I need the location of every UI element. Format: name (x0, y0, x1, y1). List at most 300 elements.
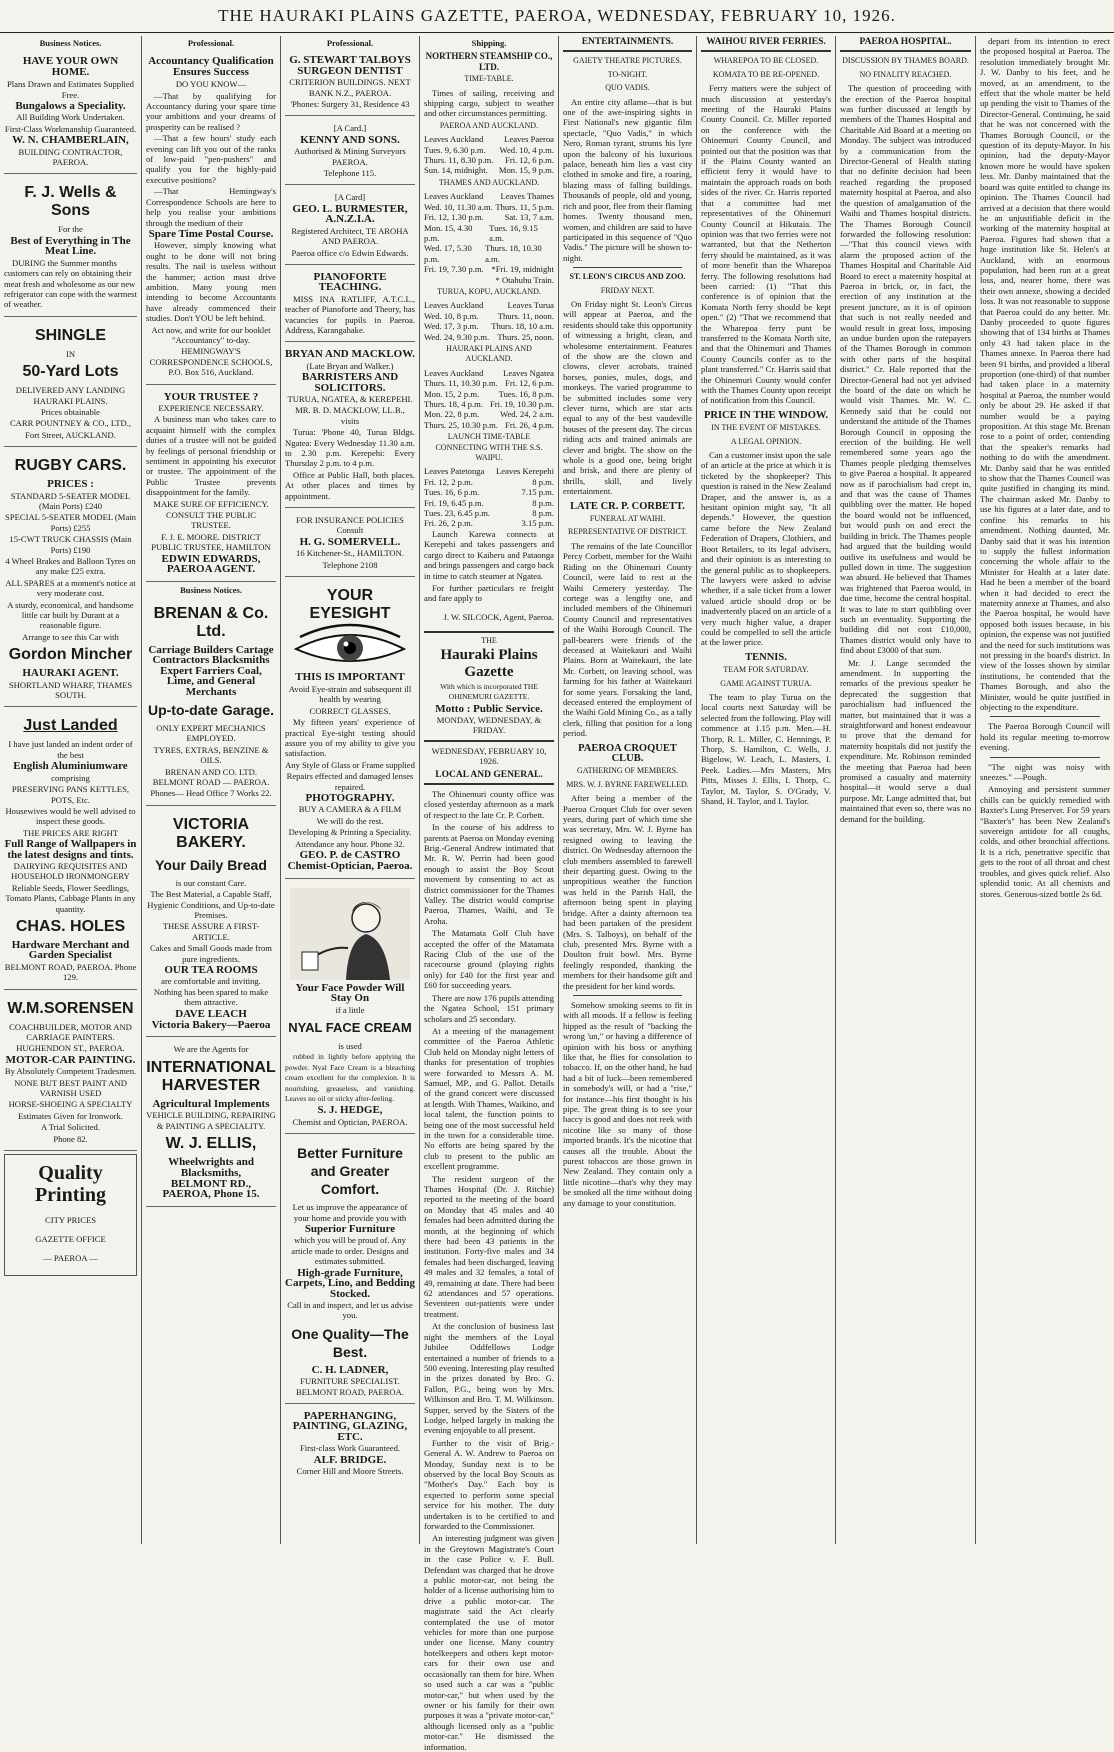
timetable-heading: TIME-TABLE. (464, 74, 514, 84)
ad-name: GEO. P. de CASTRO (299, 848, 401, 861)
article-body: On Friday night St. Leon's Circus will appear at Paeroa, and the residents should take this opportunity of witnessing a bright, clean, and wholesome entertainment. Features of the show are the clown and clowns, clever acrobats, trained horses, ponies, mules, dogs, and monkeys. The varied programme to be submitted includes some very clever turns, which are star acts equal to any of the best vaudeville houses of the present day. The circus riding acts and trained animals are clever and bright. The show on the whole is a good one, being bright and brisk, and there are plenty of thrills, skill, and lively entertainment. (563, 298, 692, 497)
article-body: The remains of the late Councillor Percy Corbett, member for the Waihi Riding on the Ohinemuri County Council, were laid to rest at the Waihi Cemetery yesterday. The cortege was a lengthy one, and included members of the Ohinemuri County Council and representatives of the Waihi Borough Council. The pall-bearers were friends of the deceased at Waitekauri and Waihi Plains. Born at Waitekauri, the late Mr. Corbett, on leaving school, was farming for his father at Waitekauri for some years. Forsaking the land, deceased entered the employment of the Waihi Gold Mining Co., as a tally clerk, filling that position for a long period. (563, 540, 692, 739)
ad-text: Cakes and Small Goods made from pure ingredients. (150, 943, 272, 964)
ad-text: are comfortable and inviting. Nothing has been spared to make them attractive. (153, 976, 269, 1008)
ad-headline: NYAL FACE CREAM (288, 1020, 412, 1035)
article-subheading: KOMATA TO BE RE-OPENED. (712, 69, 820, 79)
schedule-cell: Wed. 10, 4 p.m. (499, 144, 554, 155)
ad-text: Turua: 'Phone 40, Turua Bldgs. Ngatea: Every Wednesday 11.30 a.m. to 2.30 p.m. Kerepehi: Every Thursday 2 p.m. to 4 p.m. (285, 427, 415, 469)
article-subheading: A LEGAL OPINION. (730, 436, 802, 446)
ad-text: [A Card.] (333, 123, 367, 134)
ad-text: Paeroa office c/o Edwin Edwards. (291, 247, 409, 258)
ferries-heading: WAIHOU RIVER FERRIES. (701, 36, 831, 52)
bridge-ad (285, 1407, 415, 1482)
schedule-cell: Thurs. 11, 8.30 p.m. (424, 155, 494, 166)
article-heading: LATE CR. P. CORBETT. (570, 500, 685, 512)
section-heading: Professional. (326, 38, 374, 48)
ad-text: Call in and inspect, and let us advise you. (287, 1299, 413, 1321)
column-8 (976, 36, 1114, 1544)
article-subheading: WHAREPOA TO BE CLOSED. (713, 56, 819, 66)
ad-headline: INTERNATIONAL HARVESTER (146, 1058, 276, 1094)
article-body: An entire city aflame—that is but one of the awe-inspiring sights in First National's new gigantic film spectacle, "Quo Vadis," in which Nero, Roman tyrant, strums his lyre upon the balcony of his luxurious palace, beneath him lies a vast city clothed in smoke and fire, a roaring, blazing mass of falling buildings. Thousands of people, old and young, rich and poor, flee from their flaming homes. Twenty thousand men, women, and children are said to have participated in this sequence of "Quo Vadis." The picture will be shown to-night. (563, 96, 692, 263)
ad-text: FURNITURE SPECIALIST. BELMONT ROAD, PAEROA. (296, 1376, 404, 1397)
ad-name: G. STEWART TALBOYS SURGEON DENTIST (289, 54, 411, 77)
ad-text: HORSE-SHOEING A SPECIALTY (8, 1099, 133, 1110)
ad-text: Repairs effected and damaged lenses repaired. (286, 771, 414, 792)
schedule-row (424, 389, 554, 399)
schedule-col-header: Leaves Auckland (424, 191, 484, 202)
ad-text: which you will be proud of. Any article made to order. Designs and estimates submitted. (291, 1235, 409, 1267)
schedule-note: * Otahuhu Train. (495, 274, 554, 285)
schedule-col-header: Leaves Ngatea (503, 367, 554, 378)
schedule-col-header: Leaves Auckland (424, 300, 484, 311)
schedule-cell: Thurs. 11, 10.30 p.m. (424, 378, 498, 389)
article-subheading: DISCUSSION BY THAMES BOARD. (842, 56, 969, 66)
ad-text: Avoid Eye-strain and subsequent ill health by wearing (288, 683, 412, 705)
schedule-col-header: Leaves Turua (507, 300, 554, 311)
ad-text: THIS IS IMPORTANT (295, 671, 405, 684)
schedule-row (424, 508, 554, 518)
article-body: The team to play Turua on the local courts next Saturday will be selected from the following. Play will commence at 1.15 p.m. Men.—H. Thorp, R. L. Miller, C. Hennings, P. Thorp, S. Hamilton, C. Wells, J. Bigelow, W. Leach, L. Masters, I. Peek. Ladies.—Mrs Masters, Mrs Pitts, Misses J. Ellis, I. Thorp, C. Taylor, M. Taylor, S. O'Grady, V. Shand, H. Taylor, and I. Taylor. (701, 691, 831, 807)
hospital-heading: PAEROA HOSPITAL. (840, 36, 971, 52)
schedule-col-header: Leaves Patetonga (424, 466, 485, 477)
ad-headline: One Quality—The Best. (291, 1325, 409, 1360)
schedule-col-header: Leaves Auckland (424, 134, 484, 145)
schedule-row (424, 477, 554, 487)
ad-text: 'Phones: Surgery 31, Residence 43 (290, 99, 410, 110)
ad-text: Authorised & Mining Surveyors PAEROA. (294, 146, 406, 167)
local-general-heading: LOCAL AND GENERAL. (424, 769, 554, 785)
schedule-row (424, 518, 554, 528)
ad-headline: 50-Yard Lots (22, 363, 119, 381)
printing-ad (4, 1154, 137, 1276)
ad-name: Gordon Mincher (8, 646, 133, 664)
ad-name: KENNY AND SONS. (300, 133, 400, 146)
section-heading: Professional. (187, 38, 235, 48)
ad-text: We will do the rest. (316, 815, 384, 826)
ad-text: Full Range of Wallpapers in the latest designs and tints. (4, 838, 137, 861)
masthead-days: MONDAY, WEDNESDAY, & FRIDAY. (436, 714, 542, 736)
schedule-cell: Thurs. 25, noon. (497, 331, 554, 342)
article-subheading: REPRESENTATIVE OF DISTRICT. (568, 527, 687, 537)
further-note: For further particulars re freight and fare apply to (424, 582, 554, 604)
timetable-note: Times of sailing, receiving and shipping cargo, subject to weather and other circumstances permitting. (424, 87, 554, 119)
ad-text: High-grade Furniture, Carpets, Lino, and Bedding Stocked. (285, 1266, 415, 1300)
ad-text: First-class Work Guaranteed. (299, 1443, 401, 1454)
schedule-cell: 8 p.m. (532, 497, 554, 508)
ad-text: First-Class Workmanship Guaranteed. (4, 123, 137, 134)
ad-text: — PAEROA — (43, 1252, 98, 1263)
schedule-cell: Wed. 17, 5.30 p.m. (424, 243, 472, 264)
article-body: Mr. J. Lange seconded the amendment. In supporting the remarks of the previous speaker he deprecated the suggestion that parochialism had influenced the matter, but maintained that it was a straightforward and honest endeavour to prove that the demand for maternity hospitals did not justify the expenditure. Mr. Robinson reminded the meeting that Paeroa had been promised a casualty and maternity hospital—it would serve a dual purpose. Mr. Lange admitted that, but maintained that even so, there was no demand for the building. (840, 657, 971, 824)
schedule-row (424, 155, 554, 165)
ad-text: MOTOR-CAR PAINTING. (5, 1053, 136, 1066)
ad-text: Prices obtainable (41, 406, 100, 417)
schedule-heading: THAMES AND AUCKLAND. (438, 177, 540, 187)
article-body: depart from its intention to erect the proposed hospital at Paeroa. The resolution immediately brought Mr. J. W. Danby to his feet, and he moved, as an amendment, to the effect that the whole matter be held up pending the visit to Thames of the Director-General. Continuing, he said that he was not concerned with the Thames Borough Council, or the question of its deputy-Mayor. In his opinion, had the deputy-Mayor known more he would have spoken less. Mr. Danby maintained that the board was quite entitled to change its opinion. The Thames Council had arrived at a decision that there would be an unjustifiable deficit in the working of the maternity hospital at Paeroa. Figures had shown that a huge institution like St. Helen's at Auckland, with an enormous population, had been run at a great loss, and, nearer home, there was their own annexe, showing a decided loss. It was not reasonable to suppose that Paeroa could do any better. Mr. Danby proceeded to quote figures showing that of 134 births at Thames only 43 had taken place in the Thames annexe. In Paeroa there had been 91 births, and provided a liberal proportion (one-third) of that number had taken place in a maternity hospital at Paeroa, the number would only be about 29. He asked if that number would be a paying proposition. At this stage Mr. Brenan rose to a point of order, contending that the speaker's remarks had nothing to do with the amendment. Mr. Danby said that he was entitled to show that the Thames Council was quite justified in changing its mind. The chairman asked Mr. Danby to use his figures at a later date, and to confine his remarks to his amendment. Nothing daunted, Mr. Danby said that it was his intention to supply the fullest information concerning the whole affair to the Minister for Health at a later date. Had he been a member of the board when it had decided to erect the maternity annexe at Thames, and also the Paeroa hospital, he would have opposed both issues because, in his opinion, the expense was not justified and the need for such institutions was not pressing in the board's district. In view of the losses shown by similar institutions, he contended that the Thames Borough, and also the Minister, would be quite justified in objecting to the expenditure. (980, 36, 1110, 712)
article-subheading: TO-NIGHT. (607, 69, 648, 79)
ad-text: PRICES : (47, 478, 94, 491)
ad-headline: Quality Printing (34, 1162, 107, 1207)
masthead-date: WEDNESDAY, FEBRUARY 10, 1926. (431, 745, 547, 767)
article-subheading: MRS. W. J. BYRNE FAREWELLED. (566, 779, 689, 789)
ad-text: Developing & Printing a Speciality. (288, 827, 412, 838)
shipping-schedules (424, 121, 554, 529)
article-body: Ferry matters were the subject of much discussion at yesterday's meeting of the Hauraki Plains County Council. Cr. Miller reported on the conference with the Ohinemuri County Council, and pointed out that the position was that if the Plains County wanted an efficient ferry it would have to maintain the approach roads on both sides of the river. Cr. Harris reported that a committee had met representatives of the Ohinemuri County Council at Hikutaia. The opinion was that two ferries were not warranted, but that the Netherton ferry should be maintained, as it was of more benefit than the Wharepoa ferry. The following resolutions had been carried: (1) "That this conference is of opinion that the Komata North ferry should be kept open." (2) "That we recommend that the Wharepoa ferry punt be transferred to the Komata North site, and that the Ohinemuri and Thames County Councils confer as to the plant transferred." Cr. Harris said that the Ohinemuri County would confer with the Thames County upon receipt of notification from this Council. (701, 83, 831, 406)
schedule-cell: Thurs. 18, 10.30 a.m. (485, 243, 542, 264)
schedule-cell: Thurs. 11, 5 p.m. (495, 201, 554, 212)
ad-text: 4 Wheel Brakes and Balloon Tyres on any make £25 extra. (5, 556, 136, 577)
ad-text: PRESERVING PANS KETTLES, POTS, Etc. (11, 784, 130, 805)
ad-text: Spare Time Postal Course. (148, 227, 274, 240)
eye-illustration (290, 627, 410, 669)
schedule-cell: Tues. 16, 8 p.m. (498, 388, 554, 399)
ad-headline: Better Furniture and Greater Comfort. (297, 1145, 403, 1198)
ad-text: Victoria Bakery—Paeroa (151, 1019, 271, 1032)
ad-text: PHOTOGRAPHY. (305, 791, 395, 804)
trustee-ad (146, 388, 276, 582)
ad-name: W.M.SORENSEN (7, 999, 134, 1017)
schedule-cell: Fri. 12, 6 p.m. (505, 378, 554, 389)
article-subheading: FUNERAL AT WAIHI. (589, 514, 666, 524)
ad-headline: Just Landed (23, 717, 118, 735)
schedule-col-header: Leaves Kerepehi (496, 466, 554, 477)
ad-text: Act now, and write for our booklet "Accountancy" to-day. (151, 324, 271, 345)
ad-text: All Building Work Undertaken. (16, 112, 125, 123)
local-general-paragraph: The Matamata Golf Club have accepted the offer of the Matamata Racing Club of the use of the racecourse ground (playing rights only) for £40 for the first year and £60 for succeeding years. (424, 928, 554, 991)
ad-name: W. J. ELLIS, (165, 1135, 257, 1153)
ad-text: I have just landed an indent order of the best (8, 739, 133, 760)
schedule-cell: Thurs. 18, 4 p.m. (424, 399, 483, 409)
divider (573, 995, 682, 996)
schedule-cell: Sun. 14, midnight. (424, 165, 488, 176)
ad-text: 16 Kitchener-St., HAMILTON. (296, 548, 404, 559)
ad-text: BUILDING CONTRACTOR, PAEROA. (18, 146, 123, 168)
schedule-cell: Fri. 12, 1.30 p.m. (424, 212, 484, 223)
company-heading: NORTHERN STEAMSHIP CO., LTD. (425, 51, 553, 72)
chamberlain-ad (4, 51, 137, 174)
ellis-ad (146, 1040, 276, 1206)
schedule-row (424, 409, 554, 419)
agent-name: J. W. SILCOCK, Agent, Paeroa. (443, 612, 554, 623)
local-general-paragraph: There are now 176 pupils attending the Ngatea School, 151 primary scholars and 25 secondary. (424, 992, 554, 1024)
local-general-paragraph: An interesting judgment was given in the Greytown Magistrate's Court in the case Police v. F. Bull. Defendant was charged that he drove a public motor-car, not being the holder of a license authorising him to drive a public motor-car. The magistrate said the Act clearly contemplated the use of motor vehicles for more than one purpose under one license. Many country hotelkeepers and others kept motor-cars for their own use and occasionally ran them for hire. When so used such a car was a "public motor-car," but when used by the owner or his family for their own purposes it was a "private motor-car," although licensed only as a "public motor-car." He dismissed the information. (424, 1533, 554, 1752)
ad-text: HAURAKI AGENT. (22, 667, 119, 680)
ad-text: Let us improve the appearance of your home and provide you with (292, 1202, 408, 1223)
ad-headline: YOUR TRUSTEE ? (163, 390, 259, 403)
divider (573, 267, 682, 268)
schedule-cell: Tues. 23, 6.45 p.m. (424, 508, 491, 519)
ad-text: STANDARD 5-SEATER MODEL (Main Ports) £240 (10, 490, 131, 511)
masthead-incorporated: With which is incorporated THE OHINEMURI GAZETTE. (440, 681, 538, 702)
ad-text: English Aluminiumware (13, 760, 128, 773)
schedule-cell: Fri. 12, 6 p.m. (505, 155, 554, 166)
ad-name: GEO. L. BURMESTER, A.N.Z.I.A. (292, 202, 408, 226)
column-1 (0, 36, 142, 1544)
ad-text: Telephone 115. (323, 168, 377, 179)
ad-text: VEHICLE BUILDING, REPAIRING & PAINTING A SPECIALITY. (146, 1110, 276, 1131)
ad-name: C. H. LADNER, (311, 1363, 389, 1376)
ad-headline: Up-to-date Garage. (147, 701, 274, 718)
schedule-cell: 8 p.m. (532, 508, 554, 519)
ad-headline: YOUR EYESIGHT (309, 587, 391, 623)
schedule-row (424, 378, 554, 388)
holes-ad (4, 710, 137, 989)
article-subheading: ST. LEON'S CIRCUS AND ZOO. (569, 272, 686, 282)
schedule-col-header: Leaves Auckland (424, 367, 484, 378)
schedule-table (424, 134, 554, 176)
article-subheading: QUO VADIS. (605, 83, 650, 93)
schedule-cell: Wed. 24, 9.30 p.m. (424, 331, 490, 342)
ad-text: is used (338, 1041, 362, 1051)
ad-text: DELIVERED ANY LANDING HAURAKI PLAINS. (15, 385, 126, 406)
article-subheading: NO FINALITY REACHED. (859, 69, 952, 79)
local-general-paragraph: In the course of his address to parents at Paeroa on Monday evening Brig.-General Andrew intimated that Mr. R. W. Perrin had been good enough to assist the Boy Scout movement by consenting to act as district commissioner for the Thames Valley. The district would comprise Paeroa, Thames, Waihi, and Te Aroha. (424, 822, 554, 926)
schedule-row (424, 321, 554, 331)
schedule-header-row (424, 368, 554, 378)
ad-text: OUR TEA ROOMS (164, 964, 258, 977)
ad-name: W. N. CHAMBERLAIN, (12, 134, 129, 147)
schedule-heading: HAURAKI PLAINS AND AUCKLAND. (446, 343, 532, 364)
ad-text: Corner Hill and Moore Streets. (296, 1465, 404, 1476)
article-subheading: IN THE EVENT OF MISTAKES. (711, 423, 821, 433)
schedule-header-row (424, 466, 554, 476)
schedule-cell: Mon. 15, 2 p.m. (424, 388, 480, 399)
schedule-cell: Fri. 26, 4 p.m. (505, 419, 554, 430)
schedule-table (424, 191, 554, 285)
ad-headline: SHINGLE (34, 326, 107, 344)
ad-text: Plans Drawn and Estimates Supplied Free. (7, 79, 134, 100)
schedule-row (424, 223, 554, 244)
schedule-col-header: Leaves Thames (500, 191, 554, 202)
schedule-cell: Thurs. 25, 10.30 p.m. (424, 419, 498, 430)
ad-text: MISS INA RATLIFF, A.T.C.L., teacher of Pianoforte and Theory, has vacancies for pupils in Paeroa. Address, Karangahake. (285, 293, 415, 335)
ad-text: Any Style of Glass or Frame supplied (285, 759, 415, 770)
ad-text: MR. B. D. MACKLOW, LL.B., visits (295, 405, 405, 426)
ad-text: BELMONT ROAD, PAEROA. Phone 129. (4, 961, 137, 983)
ad-text: We are the Agents for (173, 1044, 249, 1055)
ad-name: S. J. HEDGE, (317, 1104, 383, 1117)
ad-text: EXPERIENCE NECESSARY. (158, 403, 264, 413)
ladner-ad (285, 1137, 415, 1404)
schedule-cell: Fri. 12, 2 p.m. (424, 476, 473, 487)
paper-name: Hauraki Plains Gazette (440, 646, 538, 680)
ad-text: THESE ASSURE A FIRST-ARTICLE. (162, 921, 260, 942)
ad-text: Office at Public Hall, both places. At other places and times by appointment. (285, 469, 415, 501)
ad-text: Phones— Head Office 7 Works 22. (150, 788, 272, 799)
ad-text: BRENAN AND CO. LTD. BELMONT ROAD — PAEROA. (152, 766, 270, 787)
bryan-ad (285, 345, 415, 508)
article-subheading: GAME AGAINST TURUA. (720, 678, 812, 688)
ad-text: CRITERION BUILDINGS. NEXT BANK N.Z., PAEROA. (289, 77, 411, 98)
schedule-row (424, 332, 554, 342)
ad-text: However, simply knowing what ought to be done will not bring results. The nail is useless without the hammer; action must drive ambition. Many young men intending to become Accountants have already commenced their studies. Don't YOU be left behind. (146, 240, 276, 324)
ad-text: 15-CWT TRUCK CHASSIS (Main Ports) £190 (9, 534, 132, 555)
masthead-motto: Motto : Public Service. (435, 702, 543, 715)
schedule-col-header: Leaves Paeroa (504, 134, 554, 145)
ad-text: EDWIN EDWARDS, PAEROA AGENT. (161, 552, 261, 576)
ad-text: F. J. E. MOORE. DISTRICT PUBLIC TRUSTEE, HAMILTON (151, 531, 271, 553)
ad-text: Hardware Merchant and Garden Specialist (11, 938, 130, 962)
ad-text: For the (58, 224, 83, 235)
local-general-paragraph: Further to the visit of Brig.-General A. W. Andrew to Paeroa on Monday, Sunday next is to be observed by the local Boy Scouts as "Mother's Day." Each boy is expected to perform some special service for his mother. The duty undertaken is to be certified to and forwarded to the Commissioner. (424, 1437, 554, 1531)
talboys-ad (285, 51, 415, 116)
piano-ad (285, 268, 415, 342)
schedule-header-row (424, 191, 554, 201)
accountancy-ad (146, 51, 276, 384)
ad-text: if a little (335, 1004, 365, 1015)
schedule-cell: Wed. 10, 11.30 a.m. (424, 201, 493, 212)
ad-text: Telephone 2108 (322, 559, 378, 570)
schedule-row (424, 399, 554, 409)
column-6 (697, 36, 836, 1544)
local-general-paragraph: The Ohinemuri county office was closed yesterday afternoon as a mark of respect to the late Cr. P. Corbett. (424, 788, 554, 820)
ad-text: SPECIAL 5-SEATER MODEL (Main Ports) £255 (5, 512, 136, 533)
divider (990, 757, 1100, 758)
ad-text: CARR POUNTNEY & CO., LTD., (9, 418, 132, 429)
article-body: Annoying and persistent summer chills can be quickly remedied with Baxter's Lung Preserver. For 59 years "Baxter's" has been New Zealand's sovereign antidote for all coughs, colds, and other bronchial affections. It is a rich, penetrative specific that gets to the root of all throat and chest troubles, and gives quick relief. Also splendid tonic. At all chemists and stores. Generous-sized bottle 2s 6d. (980, 784, 1110, 899)
divider (990, 716, 1100, 717)
ad-text: The Best Material, a Capable Staff, Hygienic Conditions, and Up-to-date Premises. (147, 889, 275, 920)
schedule-cell: Fri. 19, 10.30 p.m. (490, 399, 554, 409)
ad-text: Superior Furniture (304, 1223, 396, 1236)
ad-headline: Your Daily Bread (155, 856, 267, 873)
ad-text: Fort Street, AUCKLAND. (25, 429, 116, 440)
article-subheading: GATHERING OF MEMBERS. (576, 766, 679, 776)
ad-text: Carriage Builders Cartage Contractors Blacksmiths Expert Farriers Coal, Lime, and General Merchants (148, 643, 274, 698)
schedule-row (424, 420, 554, 430)
article-subheading: TEAM FOR SATURDAY. (723, 665, 809, 675)
schedule-cell: Mon. 15, 9 p.m. (498, 165, 554, 176)
ad-text: comprising (51, 772, 90, 783)
column-5 (559, 36, 697, 1544)
schedule-cell: Fri. 26, 2 p.m. (424, 518, 473, 529)
schedule-row (424, 487, 554, 497)
ad-text: NONE BUT BEST PAINT AND VARNISH USED (14, 1077, 127, 1099)
schedule-cell: Tues. 16, 9.15 a.m. (489, 222, 538, 243)
schedule-table (424, 368, 554, 430)
ad-text: THE PRICES ARE RIGHT (22, 827, 119, 838)
ad-text: is our constant Care. (175, 877, 247, 888)
local-general-paragraph: The resident surgeon of the Thames Hospital (Dr. J. Ritchie) reported to the meeting of the board on Monday that 45 males and 40 females had been admitted during the month, at the beginning of which there had been 43 patients in the institution. Forty-five males and 34 females had been discharged, leaving 49 males and 32 females, a total of 49, remaining at date. There had been 62 attendances and 57 operations. Seventeen out-patients were under treatment. (424, 1173, 554, 1319)
column-3 (281, 36, 420, 1544)
ad-headline: VICTORIA BAKERY. (172, 815, 250, 851)
ad-text: SHORTLAND WHARF, THAMES SOUTH. (8, 679, 133, 701)
ad-text: HUGHENDON ST., PAEROA. (16, 1043, 125, 1054)
schedule-cell: Mon. 15, 4.30 p.m. (424, 222, 473, 243)
entertainments-heading: ENTERTAINMENTS. (563, 36, 692, 52)
article-body: The Paeroa Borough Council will hold its regular meeting to-morrow evening. (980, 721, 1110, 753)
schedule-cell: Wed. 24, 2 a.m. (500, 409, 554, 420)
ad-headline: BRENAN & Co. Ltd. (153, 604, 269, 640)
schedule-cell: Sat. 13, 7 a.m. (504, 212, 554, 223)
brenan-ad (146, 598, 276, 806)
schedule-cell: Thurs. 18, 10 a.m. (491, 321, 554, 332)
ad-text: IN (65, 348, 76, 359)
ad-text: CONSULT THE PUBLIC TRUSTEE. (165, 510, 257, 531)
schedule-table (424, 466, 554, 528)
ad-text: A Trial Solicited. (41, 1122, 100, 1133)
ad-text: ONLY EXPERT MECHANICS EMPLOYED. (156, 722, 266, 744)
ad-name: H. G. SOMERVELL. (299, 535, 401, 548)
ad-headline: PAPERHANGING, PAINTING, GLAZING, ETC. (292, 1409, 408, 1443)
schedule-heading: TURUA, KOPU, AUCKLAND. (437, 286, 541, 296)
ad-text: —That a few hours' study each evening can lift you out of the ranks of low-paid "pen-pushers" and qualify you for the highly-paid executive positions? (146, 133, 276, 185)
woman-illustration (290, 888, 410, 980)
schedule-header-row (424, 134, 554, 144)
schedule-cell: Thurs. 11, noon. (497, 310, 554, 321)
schedule-cell: Tues. 9, 6.30 p.m. (424, 144, 486, 155)
schedule-row (424, 212, 554, 222)
schedule-cell: 8 p.m. (532, 476, 554, 487)
ad-headline: PIANOFORTE TEACHING. (313, 270, 387, 294)
ad-text: By Absolutely Competent Tradesmen. (4, 1066, 137, 1077)
schedule-row (424, 264, 554, 274)
somervell-ad (285, 511, 415, 577)
schedule-header-row (424, 300, 554, 310)
ad-headline: HAVE YOUR OWN HOME. (22, 55, 119, 78)
ad-text: (Late Bryan and Walker.) (306, 360, 394, 371)
section-heading: Business Notices. (180, 584, 242, 595)
rugby-ad (4, 450, 137, 707)
schedule-cell: Tues. 16, 6 p.m. (424, 487, 480, 498)
local-general-paragraph: At the conclusion of business last night the members of the Loyal Jubilee Oddfellows Lodge entertained a number of friends to a 500 evening. Interesting play resulted in the prizes donated by Bro. G. Fallon, P.G., being won by Mrs. Wilkinson and Bro. T. M. Wilkinson. Supper, served by the Sisters of the Lodge, helped largely in making the evening enjoyable to all present. (424, 1321, 554, 1436)
ad-name: CHAS. HOLES (15, 917, 126, 935)
article-body: Somehow smoking seems to fit in with all moods. If a fellow is feeling hipped as the result of "backing the wrong 'un," or having a difference of opinion with his boss or anything like that, he flies for consolation to tobacco. If, on the other hand, he had had a bit of luck—been remembered in somebody's will, or had a "rise," for instance—his first thought is his pipe. The great thing is to see your baccy is good and does not reek with nicotine like so many of those imported brands. It's the nicotine that causes all the trouble. About the purest tobaccos are those grown in New Zealand. They contain only a little nicotine—that's why they may be smoked all the time without doing any damage to your constitution. (563, 999, 692, 1208)
ad-text: Phone 82. (53, 1133, 88, 1144)
schedule-cell: Fri. 19, 7.30 p.m. (424, 264, 484, 275)
schedule-table (424, 300, 554, 342)
schedule-cell: Fri. 19, 6.45 p.m. (424, 497, 484, 508)
ad-text: rubbed in lightly before applying the powder. Nyal Face Cream is a bleaching cream excellent for the complexion. It is nourishing, greaseless, and vanishing. Leaves no oil or sticky after-feeling. (285, 1052, 415, 1104)
ad-text: Chemist-Optician, Paeroa. (287, 860, 413, 873)
schedule-cell: Wed. 10, 8 p.m. (424, 310, 479, 321)
ad-text: My fifteen years' experience of practical Eye-sight testing should assure you of my ability to give you satisfaction. (285, 717, 415, 759)
ad-text: BARRISTERS AND SOLICITORS. (301, 371, 399, 394)
ad-name: ALF. BRIDGE. (313, 1453, 387, 1466)
ad-text: [A Card] (334, 192, 366, 203)
column-4 (420, 36, 559, 1752)
ad-text: Chemist and Optician, PAEROA. (292, 1116, 408, 1127)
schedule-row (424, 243, 554, 264)
ad-text: BELMONT RD., PAEROA, Phone 15. (162, 1177, 260, 1201)
schedule-heading: PAEROA AND AUCKLAND. (439, 120, 539, 130)
ad-text: Arrange to see this Car with (22, 631, 119, 642)
ad-text: Agricultural Implements (152, 1097, 270, 1110)
ad-headline: RUGBY CARS. (14, 457, 127, 475)
section-heading: Business Notices. (39, 38, 102, 48)
burmester-ad (285, 188, 415, 264)
ad-text: Registered Architect, TE AROHA AND PAEROA. (291, 225, 409, 247)
ad-text: A business man who takes care to acquaint himself with the complex duties of a trustee will not be guided by feelings of personal friendship or sentiment in appointing his executor or trustee. The appointment of the Public Trustee prevents disappointment for the family. (146, 414, 276, 498)
article-body: The question of proceeding with the erection of the Paeroa hospital was further discussed at length by members of the Thames Hospital and Charitable Aid Board at a meeting on Monday. The subject was introduced by a communication from the Director-General of Health stating that no definite decision had been reached regarding the proposed maternity hospital at Paeroa, and also the question of amalgamation of the Waihi and Thames hospital districts. The Thames Borough Council forwarded the following resolution:—"That this council views with alarm the proposed action of the Thames Hospital and Charitable Aid Board to erect a maternity hospital at Paeroa in brick, or, in fact, the erection of any institution at the present juncture, as it is of opinion that such is not really needed and would result in great loss, imposing an undue burden upon the ratepayers of the Thames Borough in common with other parts of the hospital district." Cr. Hale reported that the Director-General had not yet advised the board of the date on which he would visit Thames. Mr. W. C. Kennedy said that he could not understand the attitude of the Thames Borough Council in opposing the erection of the building. He well remembered some years ago the Thames people pledging themselves to give Paeroa a hospital. It appeared now as if parochialism had crept in, and that was the cause of Thames quibbling over the matter. He hoped the board would not be influenced, but would push on and erect the building in brick. The Thames people had argued that the building would outlive its usefulness and would be pulled down in time. The suggestion was absurd. He believed that Thames was frightened that Paeroa would, in due time, become the central hospital. It was to late to start quibbling over such an eventuality. Supporting the building did not cost £10,000, Thames district would only have to find about £3000 of that sum. (840, 83, 971, 656)
shingle-ad (4, 320, 137, 447)
ad-text: Reliable Seeds, Flower Seedlings, Tomato Plants, Cabbage Plants in any quantity. (5, 882, 136, 914)
article-heading: PRICE IN THE WINDOW. (703, 409, 829, 421)
schedule-cell: 7.15 p.m. (521, 487, 554, 498)
schedule-row (424, 165, 554, 175)
nyal-ad (285, 882, 415, 1134)
ad-text: DURING the Summer months customers can rely on obtaining their meat fresh and wholesome as our new refrigerator can cope with the warmest of weather. (4, 257, 137, 310)
schedule-cell: 3.15 p.m. (521, 518, 554, 529)
ad-headline: F. J. Wells & Sons (24, 184, 117, 220)
schedule-row (424, 498, 554, 508)
ad-text: BUY A CAMERA & A FILM (298, 804, 402, 815)
ad-text: DAIRYING REQUISITES AND HOUSEHOLD IRONMONGERY (11, 860, 130, 882)
ad-text: Wheelwrights and Blacksmiths, (168, 1156, 254, 1179)
schedule-cell: Mon. 22, 8 p.m. (424, 409, 480, 420)
ad-text: CITY PRICES (44, 1214, 96, 1225)
